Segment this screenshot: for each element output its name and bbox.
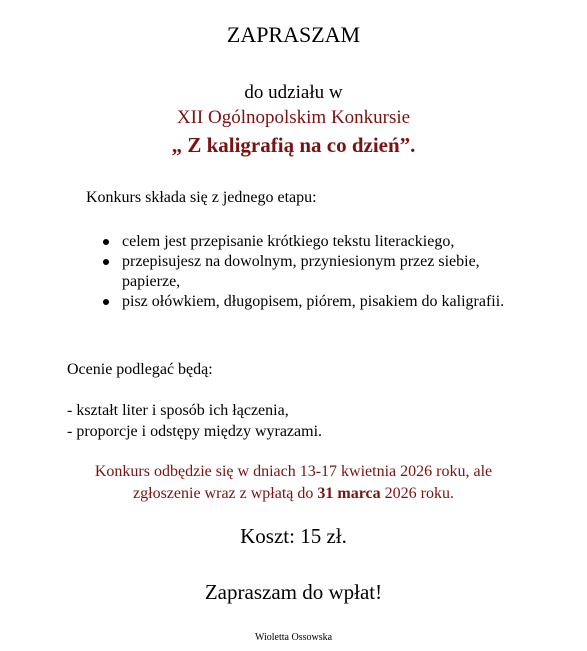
assessment-heading: Ocenie podlegać będą: (67, 361, 213, 378)
rules-list (103, 232, 523, 312)
dates-line-2-start: zgłoszenie wraz z wpłatą do (133, 485, 318, 502)
cost-line: Koszt: 15 zł. (240, 524, 347, 548)
list-item (103, 252, 494, 292)
heading: ZAPRASZAM (226, 22, 361, 47)
criterion-item: - proporcje i odstępy między wyrazami. (67, 423, 323, 440)
stage-line: Konkurs składa się z jednego etapu: (86, 189, 317, 206)
list-item-text: pisz ołówkiem, długopisem, piórem, pisakiem do kaligrafii. (122, 293, 505, 310)
list-item (103, 292, 512, 312)
dates-line-1: Konkurs odbędzie się w dniach 13-17 kwietnia 2026 roku, ale (94, 463, 493, 480)
criterion-item: - kształt liter i sposób ich łączenia, (67, 402, 289, 419)
signature: Wioletta Ossowska (254, 632, 333, 643)
dates-notice (0, 461, 587, 505)
deadline-date: 31 marca (317, 485, 381, 502)
contest-name: XII Ogólnopolskim Konkursie (176, 107, 411, 128)
dates-line-2 (0, 483, 587, 505)
list-item-text: przepisujesz na dowolnym, przyniesionym przez siebie, papierze, (122, 253, 480, 290)
bullet-icon (103, 299, 109, 305)
invite-line: Zapraszam do wpłat! (204, 580, 383, 604)
dates-line-2-end: 2026 roku. (380, 485, 454, 502)
bullet-icon (103, 259, 109, 265)
list-item (103, 232, 523, 252)
contest-title: „ Z kaligrafią na co dzień”. (171, 133, 416, 157)
list-item-text: celem jest przepisanie krótkiego tekstu literackiego, (122, 233, 455, 250)
intro-line: do udziału w (244, 82, 343, 103)
bullet-icon (103, 239, 109, 245)
